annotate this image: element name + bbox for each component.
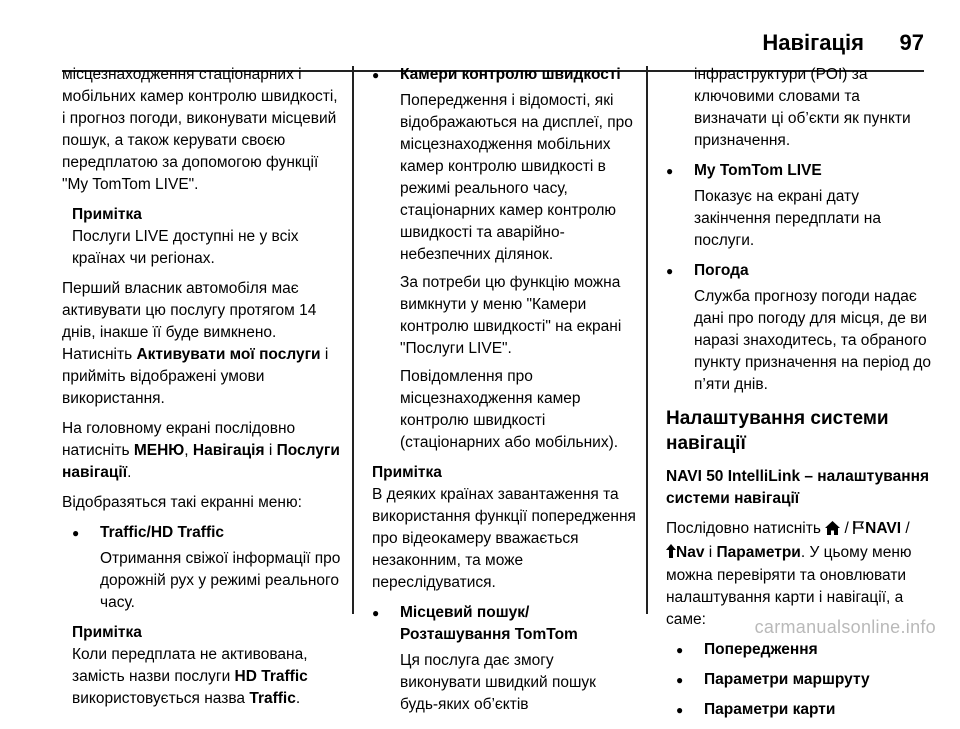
ui-label: Активувати мої послуги <box>136 346 321 363</box>
section-heading: Налаштування системи навігації <box>666 408 889 454</box>
note-block <box>72 204 344 270</box>
list-item-text: Попередження і відомості, які відображаються на дисплеї, про місцезнаходження мобільних камер контролю швидкості в режимі реального часу, стаціонарних камер контролю швидкості та аварійно-небезпечних ділянок. <box>400 92 633 263</box>
nav-arrow-icon <box>666 543 676 565</box>
list-item-title: ● My TomTom LIVE <box>694 162 822 179</box>
note-title: Примітка <box>72 624 142 641</box>
paragraph: інфраструктури (POI) за ключовими словами та визначати ці об’єкти як пункти призначення. <box>694 66 911 149</box>
note-text: Коли передплата не активована, замість назви послуги HD Traffic використовується назва Traffic. <box>72 646 308 707</box>
note-block <box>372 462 636 594</box>
list-item: ● Попередження <box>676 639 932 661</box>
flag-icon <box>853 519 864 541</box>
list-item <box>72 522 344 614</box>
column-divider-1 <box>352 66 354 614</box>
note-block <box>72 622 344 710</box>
list-item <box>372 602 636 716</box>
note-title: Примітка <box>72 206 142 223</box>
column-1 <box>62 64 344 718</box>
list-item-text: Повідомлення про місцезнаходження камер контролю швидкості (стаціонарних або мобільних). <box>400 368 619 451</box>
paragraph: На головному екрані послідовно натисніть МЕНЮ, Навігація і Послуги навігації. <box>62 420 340 481</box>
list-item-text: За потреби цю функцію можна вимкнути у меню "Камери контролю швидкості" на екрані "Послуги LIVE". <box>400 274 622 357</box>
list-item-text: Ця послуга дає змогу виконувати швидкий пошук будь-яких об’єктів <box>400 652 596 713</box>
list-item <box>666 260 932 396</box>
paragraph: місцезнаходження стаціонарних і мобільних камер контролю швидкості, і прогноз погоди, виконувати місцевий пошук, а також керувати своєю передплатою за допомогою функції "My TomTom LIVE". <box>62 66 338 193</box>
ui-label: Навігація <box>192 442 265 459</box>
list-item-title: ● Погода <box>694 262 749 279</box>
paragraph: Натисніть Активувати мої послуги і прийміть відображені умови використання. <box>62 346 329 407</box>
list-item <box>372 64 636 454</box>
ui-label: МЕНЮ <box>133 442 185 459</box>
ui-label: Послуги навігації <box>62 442 340 481</box>
paragraph: Перший власник автомобіля має активувати цю послугу протягом 14 днів, інакше її буде вимкнено. <box>62 280 317 341</box>
list-item-text: Служба прогнозу погоди надає дані про погоду для місця, де ви наразі знаходитесь, та обраного пункту призначення на період до п’яти днів. <box>694 288 931 393</box>
list-item-title: ● Traffic/HD Traffic <box>100 524 225 541</box>
home-icon <box>825 520 840 542</box>
list-item-title: ● Місцевий пошук/Розташування TomTom <box>400 604 578 643</box>
paragraph: Послідовно натисніть / NAVI / Nav і Параметри. У цьому меню можна перевіряти та оновлювати налаштування карти і навігації, а саме: <box>666 520 912 628</box>
list-item: ● Параметри маршруту <box>676 669 932 691</box>
note-text: В деяких країнах завантаження та використання функції попередження про відеокамеру вважається незаконним, та може переслідуватися. <box>372 486 636 591</box>
list-item-text: Отримання свіжої інформації про дорожній рух у режимі реального часу. <box>100 550 341 611</box>
list-item <box>666 160 932 252</box>
header-title: Навігація <box>762 30 864 55</box>
page-number: 97 <box>899 30 924 55</box>
subsection-heading: NAVI 50 IntelliLink – налаштування системи навігації <box>666 468 929 507</box>
list-item-text: Показує на екрані дату закінчення передплати на послуги. <box>694 188 881 249</box>
watermark: carmanualsonline.info <box>754 617 936 637</box>
paragraph: Відобразяться такі екранні меню: <box>62 494 302 511</box>
list-item: ● Параметри карти <box>676 699 932 721</box>
column-2 <box>372 64 636 724</box>
list-item-title: ● Камери контролю швидкості <box>400 66 621 83</box>
column-divider-2 <box>646 66 648 614</box>
note-text: Послуги LIVE доступні не у всіх країнах чи регіонах. <box>72 228 299 267</box>
note-title: Примітка <box>372 464 442 481</box>
